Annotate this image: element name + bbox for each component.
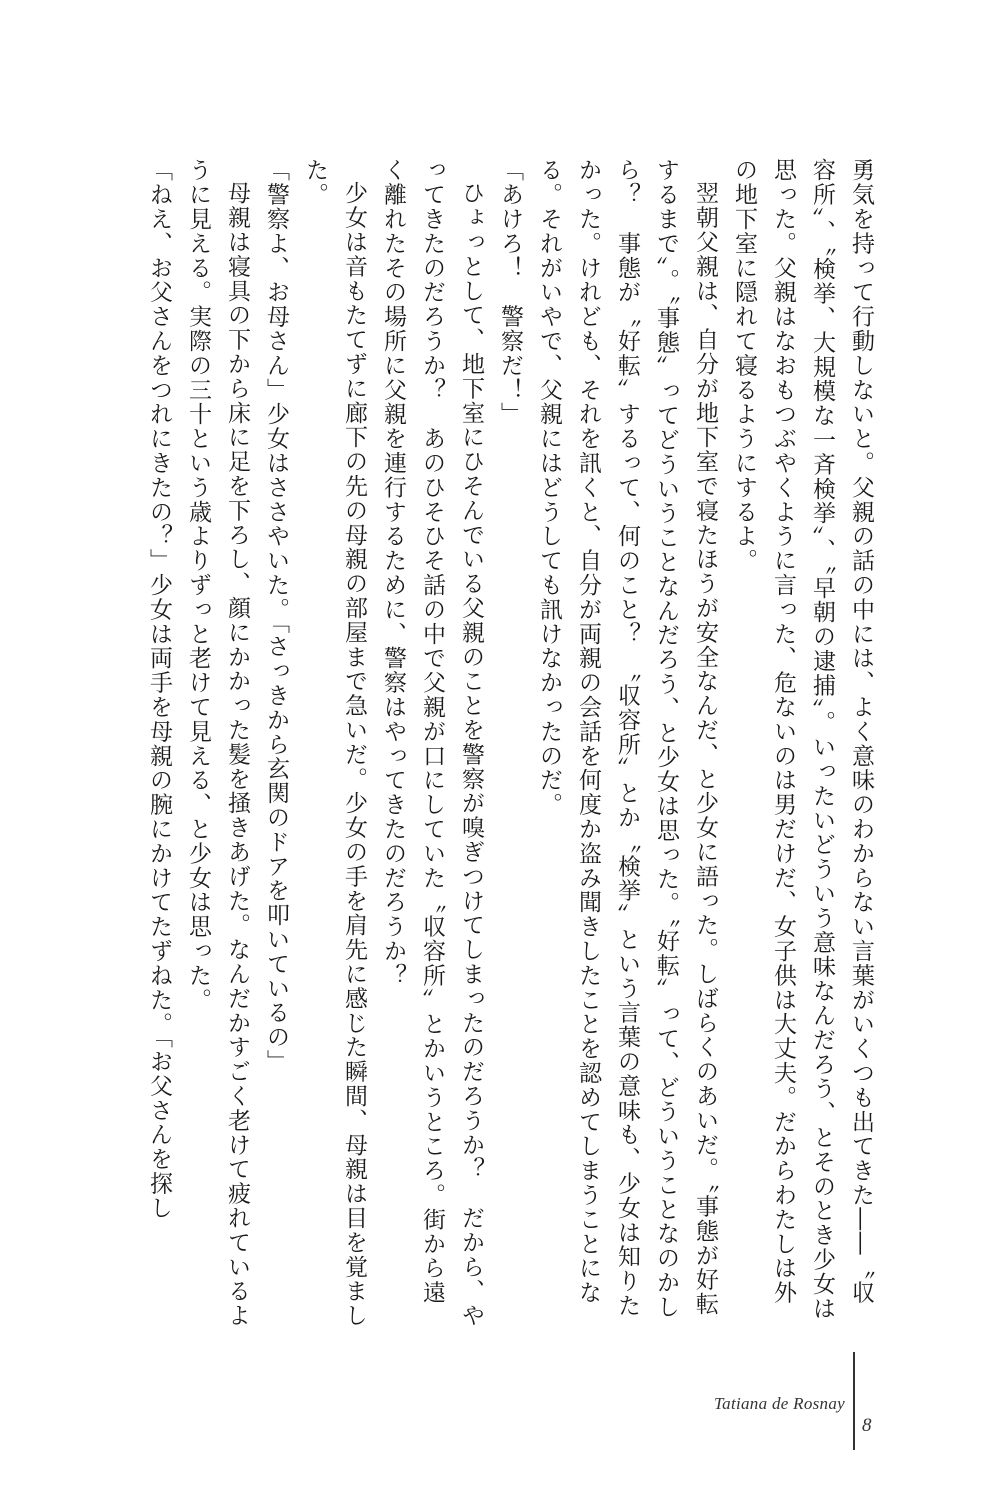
footer-divider (853, 1352, 855, 1450)
page-number: 8 (862, 1415, 872, 1436)
footer-author: Tatiana de Rosnay (713, 1394, 845, 1413)
paragraph-4: ひょっとして、地下室にひそんでいる父親のことを警察が嗅ぎつけてしまったのだろうか？ だから、やってきたのだろうか？ あのひそひそ話の中で父親が口にしていた〝収容所〟とかいうところ。街から遠く離れたその場所に父親を連行するために、警察はやってきたのだろうか？ (380, 158, 484, 1328)
paragraph-6: 「警察よ、お母さん」少女はささやいた。「さっきから玄関のドアを叩いているの」 (263, 158, 289, 1074)
paragraph-2: 翌朝父親は、自分が地下室で寝たほうが安全なんだ、と少女に語った。しばらくのあいだ。〝事態が好転するまで〟。〝事態〟ってどういうことなんだろう、と少女は思った。〝好転〟って、どういうことなのかしら？ 事態が〝好転〟するって、何のこと？ 〝収容所〟とか〝検挙〟という言葉の意味も、少女は知りたかった。けれども、それを訊くと、自分が両親の会話を何度か盗み聞きしたことを認めてしまうことになる。それがいやで、父親にはどうしても訊けなかったのだ。 (536, 158, 718, 1320)
paragraph-5: 少女は音もたてずに廊下の先の母親の部屋まで急いだ。少女の手を肩先に感じた瞬間、母親は目を覚ました。 (302, 158, 367, 1328)
paragraph-3: 「あけろ！ 警察だ！」 (497, 158, 523, 427)
body-text (140, 158, 880, 1328)
paragraph-7: 母親は寝具の下から床に足を下ろし、顔にかかった髪を掻きあげた。なんだかすごく老けて疲れているように見える。実際の三十という歳よりずっと老けて見える、と少女は思った。 (185, 158, 250, 1328)
paragraph-1: 勇気を持って行動しないと。父親の話の中には、よく意味のわからない言葉がいくつも出てきた――〝収容所〟、〝検挙、大規模な一斉検挙〟、〝早朝の逮捕〟。いったいどういう意味なんだろう、とそのとき少女は思った。父親はなおもつぶやくように言った、危ないのは男だけだ、女子供は大丈夫。だからわたしは外の地下室に隠れて寝るようにするよ。 (731, 158, 874, 1321)
paragraph-8: 「ねえ、お父さんをつれにきたの？」少女は両手を母親の腕にかけてたずねた。「お父さんを探し (146, 158, 172, 1221)
